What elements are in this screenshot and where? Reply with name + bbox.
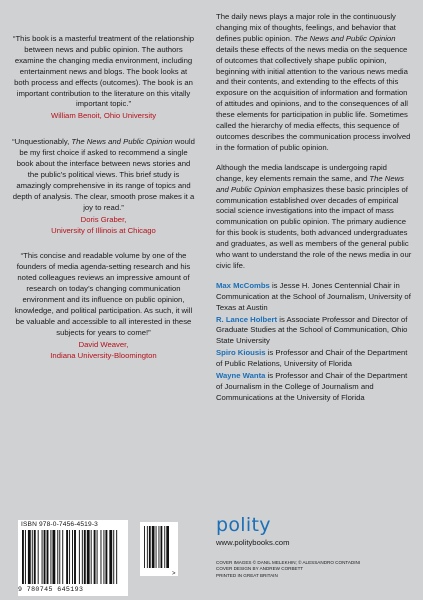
- endorsement-quote: [12, 34, 195, 110]
- endorsement-institution: Indiana University-Bloomington: [50, 350, 157, 360]
- endorsement: [12, 251, 195, 361]
- publisher-url: www.politybooks.com: [216, 538, 290, 547]
- text-run: would be my first choice if asked to recommend a single book about the interface between news stories and the public’s political views. This brief study is amazingly comprehensive in its range of topics and depth of analysis. The clear, smooth prose makes it a joy to read.”: [12, 137, 195, 212]
- author-name: Max McCombs: [216, 280, 270, 290]
- endorsement-quote: [12, 137, 195, 213]
- addon-barcode-icon: [140, 522, 178, 576]
- credit-line: COVER IMAGES © DANIL MELEKHIN; © ALESSANDRO CONTADINI: [216, 560, 361, 565]
- book-title-italic: The News and Public Opinion: [216, 173, 405, 194]
- endorsements-column: [0, 0, 205, 505]
- text-run: details these effects of the news media on the sequence of outcomes that collectively shape public opinion, beginning with initial attention to the various news media and their contents, and extending to the effects of this exposure on the acquisition of information and formation of attitudes and opinions, and to the consequences of all these elements for participation in public life. Sometimes called the hierarchy of media effects, this sequence of outcomes describes the communication process involved in the formation of public opinion.: [216, 44, 411, 152]
- publisher-block: [216, 514, 290, 547]
- book-title-italic: The News and Public Opinion: [294, 33, 396, 43]
- endorsement-author: William Benoit, Ohio University: [50, 111, 157, 121]
- description-paragraph: [216, 163, 412, 272]
- book-title-italic: The News and Public Opinion: [71, 137, 173, 147]
- text-run: “This concise and readable volume by one of the founders of media agenda-setting research and his noted colleagues reviews an impressive amount of research on today’s changing communication environment and its influence on public opinion, knowledge, and political participation. As such, it will be valuable and accessible to all interested in these subjects for years to come!”: [14, 251, 193, 337]
- endorsement-attribution: [12, 215, 195, 237]
- endorsement-attribution: [12, 340, 195, 362]
- endorsement-author: David Weaver,: [78, 339, 129, 349]
- author-bio: [216, 315, 412, 348]
- endorsement-attribution: [12, 111, 195, 122]
- description-paragraph: [216, 12, 412, 154]
- author-description: is Professor and Chair of the Department of Public Relations, University of Florida: [216, 348, 408, 369]
- author-bio: [216, 348, 412, 370]
- endorsement-institution: University of Illinois at Chicago: [51, 225, 156, 235]
- author-bio: [216, 281, 412, 314]
- addon-label: >: [172, 571, 176, 576]
- barcode-icon: [22, 530, 124, 586]
- credit-line: COVER DESIGN BY ANDREW CORBETT: [216, 566, 304, 572]
- text-run: “This book is a masterful treatment of the relationship between news and public opinion. The authors examine the changing media environment, including entertainment news and blogs. The book looks at both process and effects (outcomes). The book is an important contribution to the literature on this vitally important topic.”: [12, 34, 195, 109]
- author-description: is Professor and Chair of the Department of Journalism in the College of Journalism and Communications at the University of Florida: [216, 371, 408, 402]
- isbn-barcode: [18, 520, 128, 596]
- isbn-label: ISBN 978-0-7456-4519-3: [21, 521, 98, 528]
- text-run: Although the media landscape is undergoing rapid change, key elements remain the same, and: [216, 162, 387, 183]
- author-name: Wayne Wanta: [216, 371, 266, 381]
- author-description: is Jesse H. Jones Centennial Chair in Communication at the School of Journalism, University of Texas at Austin: [216, 280, 411, 312]
- publisher-logo: polity: [216, 514, 271, 536]
- author-name: R. Lance Holbert: [216, 314, 278, 324]
- credit-line: PRINTED IN GREAT BRITAIN: [216, 572, 278, 578]
- cover-credits: [216, 560, 360, 579]
- text-run: emphasizes these basic principles of communication established over decades of empirical social science investigations into the impact of mass communication on public opinion. The primary audience for this book is students, both advanced undergraduates and graduates, as well as members of the general public who want to understand the role of the news media in our civic life.: [216, 184, 412, 270]
- endorsement: [12, 137, 195, 236]
- barcode-digits: 9 780745 645193: [18, 586, 84, 593]
- endorsement-quote: [12, 251, 195, 338]
- description-column: [216, 12, 412, 405]
- author-name: Spiro Kiousis: [216, 348, 266, 358]
- text-run: The daily news plays a major role in the continuously changing mix of thoughts, feelings, and behavior that defines public opinion.: [216, 12, 396, 43]
- author-description: is Associate Professor and Director of Graduate Studies at the School of Communication, Ohio State University: [216, 314, 408, 346]
- author-bios: [216, 281, 412, 404]
- endorsement-author: Doris Graber,: [80, 214, 127, 224]
- endorsement: [12, 34, 195, 122]
- text-run: “Unquestionably,: [12, 137, 72, 147]
- author-bio: [216, 371, 412, 404]
